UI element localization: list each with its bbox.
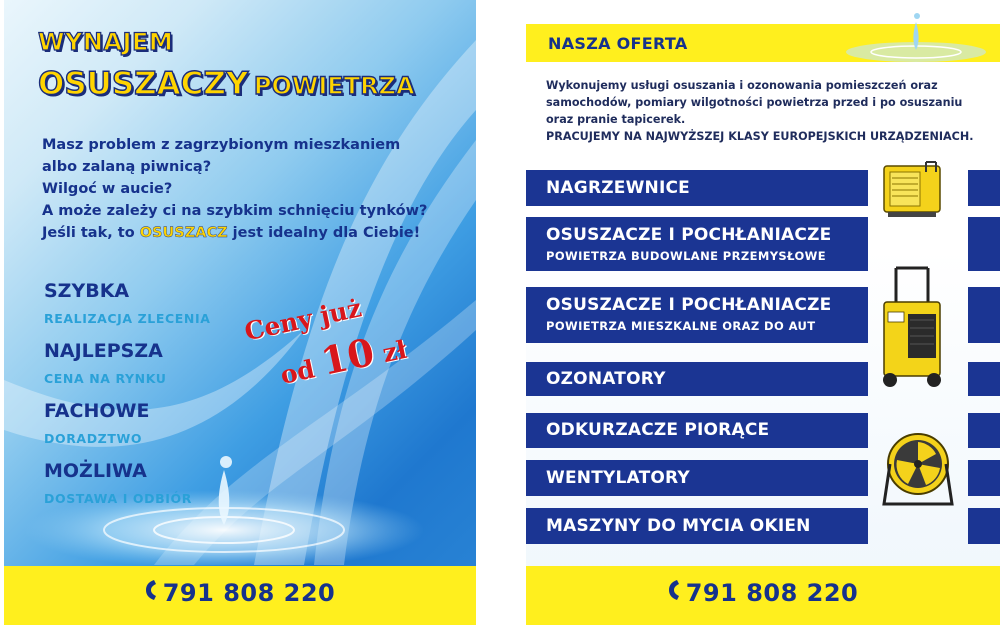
service-tab — [968, 508, 1000, 544]
title-osuszaczy-powietrza — [38, 66, 415, 102]
features-list — [44, 276, 211, 516]
feature-head: MOŻLIWA — [44, 460, 147, 482]
feature-head: NAJLEPSZA — [44, 340, 163, 362]
feature-sub: DORADZTWO — [44, 431, 143, 446]
feature-head: SZYBKA — [44, 280, 130, 302]
intro-line-last — [42, 222, 442, 244]
service-tab — [968, 413, 1000, 448]
service-label: OZONATORY — [546, 369, 666, 389]
offer-line: Wykonujemy usługi osuszania i ozonowania pomieszczeń oraz — [546, 79, 938, 92]
service-ozonatory — [526, 362, 868, 396]
right-phone-bar — [526, 566, 1000, 625]
offer-title: NASZA OFERTA — [548, 34, 688, 53]
service-mycie-okien — [526, 508, 868, 544]
offer-line: PRACUJEMY NA NAJWYŻSZEJ KLASY EUROPEJSKICH URZĄDZENIACH. — [546, 130, 974, 143]
price-unit: zł — [371, 334, 410, 370]
feature-sub: DOSTAWA I ODBIÓR — [44, 491, 192, 506]
service-label: MASZYNY DO MYCIA OKIEN — [546, 516, 811, 536]
right-phone[interactable] — [526, 579, 1000, 607]
intro-line: A może zależy ci na szybkim schnięciu tynków? — [42, 203, 428, 219]
feature-sub: REALIZACJA ZLECENIA — [44, 311, 211, 326]
price-pre: od — [277, 352, 326, 390]
phone-icon — [668, 579, 680, 607]
service-tab — [968, 362, 1000, 396]
intro-line: Wilgoć w aucie? — [42, 181, 173, 197]
service-tab — [968, 217, 1000, 271]
water-drop-icon — [826, 8, 996, 64]
service-label: NAGRZEWNICE — [546, 178, 690, 198]
offer-description — [546, 77, 986, 145]
service-label: OSUSZACZE I POCHŁANIACZE — [546, 225, 832, 245]
service-sublabel: POWIETRZA MIESZKALNE ORAZ DO AUT — [546, 319, 816, 333]
title-osuszaczy: OSUSZACZY — [38, 66, 249, 102]
intro-line: albo zalaną piwnicą? — [42, 159, 212, 175]
service-wentylatory — [526, 460, 868, 496]
service-tab — [968, 460, 1000, 496]
service-label: WENTYLATORY — [546, 468, 690, 488]
service-osuszacze-mieszkalne — [526, 287, 868, 343]
left-phone-number: 791 808 220 — [162, 579, 336, 607]
price-line1: Ceny już — [242, 293, 365, 347]
phone-icon — [145, 579, 157, 607]
heater-icon — [880, 160, 944, 222]
feature-sub: CENA NA RYNKU — [44, 371, 167, 386]
right-flyer — [526, 0, 1000, 625]
offer-line: samochodów, pomiary wilgotności powietrza przed i po osuszaniu — [546, 96, 963, 109]
service-label: ODKURZACZE PIORĄCE — [546, 420, 770, 440]
service-odkurzacze — [526, 413, 868, 448]
service-sublabel: POWIETRZA BUDOWLANE PRZEMYSŁOWE — [546, 249, 827, 263]
service-nagrzewnice — [526, 170, 868, 206]
intro-last-post: jest idealny dla Ciebie! — [227, 225, 421, 241]
left-phone-bar — [4, 566, 476, 625]
right-phone-number: 791 808 220 — [685, 579, 859, 607]
intro-text — [42, 134, 442, 244]
left-flyer — [4, 0, 476, 625]
intro-last-pre: Jeśli tak, to — [42, 225, 140, 241]
service-tab — [968, 170, 1000, 206]
service-label: OSUSZACZE I POCHŁANIACZE — [546, 295, 832, 315]
title-wynajem: WYNAJEM — [38, 28, 174, 56]
fan-icon — [882, 430, 954, 510]
left-phone[interactable] — [4, 579, 476, 607]
service-osuszacze-budowlane — [526, 217, 868, 271]
intro-highlight: OSUSZACZ — [139, 225, 228, 241]
service-tab — [968, 287, 1000, 343]
offer-line: oraz pranie tapicerek. — [546, 113, 686, 126]
feature-head: FACHOWE — [44, 400, 150, 422]
title-powietrza: POWIETRZA — [253, 72, 415, 100]
dehumidifier-icon — [878, 266, 946, 390]
intro-line: Masz problem z zagrzybionym mieszkaniem — [42, 137, 401, 153]
price-number: 10 — [317, 328, 379, 384]
